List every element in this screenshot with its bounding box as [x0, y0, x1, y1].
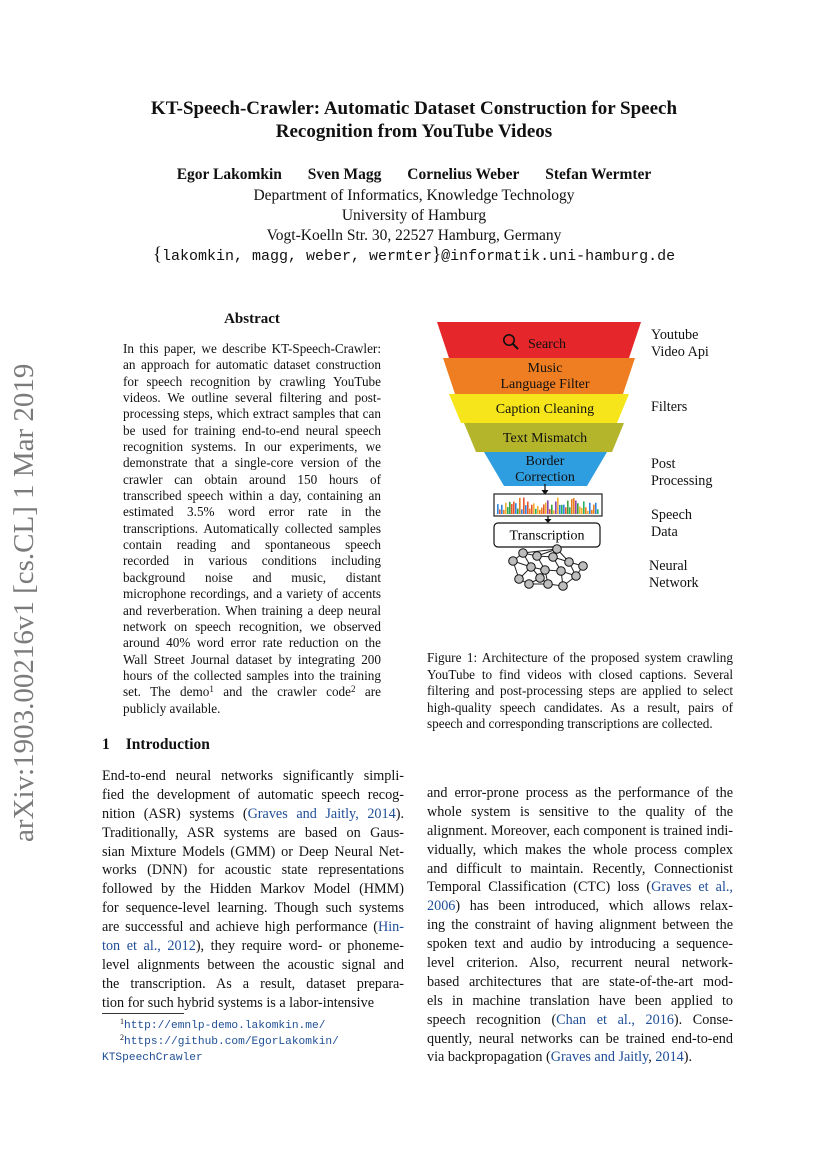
spectrogram-bar	[539, 510, 541, 514]
text-line: ing the constraint of having alignment between the	[427, 917, 733, 934]
spectrogram-bar	[525, 505, 527, 514]
spectrogram-bar	[583, 501, 585, 514]
spectrogram-bar	[567, 501, 569, 514]
stage-label: Search	[527, 337, 567, 352]
author: Sven Magg	[307, 166, 382, 183]
text-line: followed by the Hidden Markov Model (HMM)	[102, 881, 404, 898]
spectrogram-bar	[535, 509, 537, 514]
footnote-marker[interactable]: 2	[351, 684, 356, 695]
text-line: Temporal Classification (CTC) loss (Graves et al.,	[427, 879, 733, 896]
body-column-right	[427, 784, 733, 1067]
stage-label: Correction	[515, 470, 575, 485]
spectrogram-bar	[517, 509, 519, 514]
network-node	[509, 557, 518, 566]
spectrogram-bar	[579, 506, 581, 514]
architecture-figure	[430, 318, 740, 598]
citation-link[interactable]: Graves and Jaitly	[550, 1049, 649, 1066]
spectrogram-bar	[543, 504, 545, 514]
spectrogram-bar	[527, 502, 529, 514]
spectrogram-bar	[555, 501, 557, 514]
text-line: fied the development of automatic speech recog-	[102, 786, 404, 803]
network-node	[579, 562, 588, 571]
spectrogram-bar	[557, 498, 559, 514]
network-node	[559, 582, 568, 591]
text-line: sian Mixture Models (GMM) or Deep Neural Net-	[102, 843, 404, 860]
network-node	[541, 566, 550, 575]
spectrogram-bar	[529, 509, 531, 514]
spectrogram-bar	[565, 507, 567, 514]
footnote-link-cont[interactable]: KTSpeechCrawler	[102, 1052, 203, 1064]
text-line: els in machine translation have been applied to	[427, 992, 733, 1009]
network-node	[519, 549, 528, 558]
side-label: Network	[649, 575, 699, 591]
spectrogram-bar	[513, 502, 515, 514]
section-heading: 1 Introduction	[102, 736, 210, 753]
author-list	[0, 166, 828, 184]
footnote-link[interactable]: http://emnlp-demo.lakomkin.me/	[124, 1020, 326, 1032]
spectrogram-bar	[581, 508, 583, 514]
spectrogram-bar	[597, 509, 599, 514]
text-line: and difficult to maintain. Recently, Connectionist	[427, 860, 733, 877]
author: Cornelius Weber	[407, 166, 520, 183]
stage-label: Border	[525, 454, 565, 469]
spectrogram-bar	[521, 509, 523, 514]
text-line: tion for such hybrid systems is a labor-intensive	[102, 994, 374, 1011]
spectrogram-bar	[595, 503, 597, 514]
text-line: speech recognition (Chan et al., 2016). Conse-	[427, 1011, 734, 1028]
transcription-label: Transcription	[509, 528, 585, 544]
body-column-left	[102, 767, 404, 1013]
abstract-text: In this paper, we describe KT-Speech-Crawler: an approach for automatic dataset construction for speech recognition by crawling YouTube videos. We outline several filtering and post-processing steps, which extract samples that can be used for training end-to-end neural speech recognition systems. In our experiments, we demonstrate that a single-core version of the crawler can obtain around 150 hours of transcribed speech within a day, containing an estimated 3.5% word error rate in the transcriptions. Automatically collected samples contain reading and spontaneous speech recorded in various conditions including background noise and music, distant microphone recordings, and a variety of accents and reverberation. When training a deep neural network on speech recognition, we observed around 40% word error rate reduction on the Wall Street Journal dataset by integrating 200 hours of the collected samples into the training set. The demo$^1$ and the crawler code$^2$ are publicly available.	[123, 341, 381, 716]
arxiv-stamp: arXiv:1903.00216v1 [cs.CL] 1 Mar 2019	[8, 363, 40, 842]
citation-link[interactable]: ton et al., 2012	[102, 938, 196, 955]
citation-link[interactable]: Graves and Jaitly, 2014	[247, 805, 396, 822]
text-line: whole system is sensitive to the quality of the	[427, 803, 733, 820]
spectrogram-bar	[575, 501, 577, 514]
network-node	[549, 553, 558, 562]
spectrogram-bar	[569, 507, 571, 514]
text-line: level alignments between the acoustic signal and	[102, 956, 404, 973]
stage-label: Text Mismatch	[502, 431, 588, 446]
spectrogram-bar	[587, 511, 589, 514]
spectrogram-bar	[541, 508, 543, 514]
affiliation-line: Vogt-Koelln Str. 30, 22527 Hamburg, Germany	[266, 227, 562, 244]
spectrogram-bar	[497, 504, 499, 514]
spectrogram-bar	[531, 505, 533, 514]
title-line-2: Recognition from YouTube Videos	[275, 121, 553, 142]
stage-label: Language Filter	[500, 377, 590, 392]
author: Stefan Wermter	[545, 166, 652, 183]
footnote-1: $^1$http://emnlp-demo.lakomkin.me/	[120, 1017, 326, 1032]
title-line-1: KT-Speech-Crawler: Automatic Dataset Construction for Speech	[150, 98, 678, 119]
spectrogram-bar	[585, 507, 587, 514]
network-node	[533, 552, 542, 561]
affiliation-line: Department of Informatics, Knowledge Technology	[253, 187, 575, 204]
down-arrow-icon	[545, 516, 552, 523]
spectrogram-icon	[494, 494, 602, 516]
network-node	[565, 558, 574, 567]
text-line: are successful and achieve high performance (Hin-	[102, 919, 404, 936]
network-node	[544, 580, 553, 589]
spectrogram-bar	[501, 505, 503, 514]
spectrogram-bar	[519, 498, 521, 514]
network-node	[536, 574, 545, 583]
text-line: based architectures that are state-of-the-art mod-	[427, 973, 733, 990]
text-line: vidually, which makes the whole process complex	[427, 841, 733, 858]
footnote-2: $^2$https://github.com/EgorLakomkin/	[120, 1033, 339, 1048]
side-label: Youtube	[651, 327, 699, 343]
footnotes	[102, 1018, 339, 1066]
author: Egor Lakomkin	[176, 166, 282, 183]
side-label: Processing	[651, 473, 713, 489]
spectrogram-bar	[593, 505, 595, 514]
network-node	[515, 575, 524, 584]
citation-link[interactable]: Graves et al.,	[651, 879, 733, 896]
spectrogram-bar	[559, 505, 561, 514]
side-label: Video Api	[651, 344, 709, 360]
stage-label: Music	[527, 361, 563, 376]
spectrogram-bar	[503, 510, 505, 514]
spectrogram-bar	[549, 509, 551, 514]
citation-link[interactable]: Chan et al., 2016	[556, 1011, 674, 1028]
affiliation-line: University of Hamburg	[341, 207, 487, 224]
spectrogram-bar	[577, 503, 579, 514]
spectrogram-bar	[533, 503, 535, 514]
text-line: the transcription. As a result, dataset prepara-	[102, 975, 404, 992]
spectrogram-bar	[573, 498, 575, 514]
author-emails: {lakomkin, magg, weber, wermter}@informatik.uni-hamburg.de	[152, 244, 676, 265]
stage-label: Caption Cleaning	[495, 402, 595, 417]
spectrogram-bar	[499, 509, 501, 514]
text-line: Traditionally, ASR systems are based on Gaus-	[102, 824, 404, 841]
citation-link[interactable]: 2006	[427, 898, 456, 915]
citation-link[interactable]: Hin-	[377, 919, 404, 936]
spectrogram-bar	[551, 505, 553, 514]
spectrogram-bar	[509, 502, 511, 514]
text-line: spoken text and audio by introducing a sequence-	[427, 936, 733, 953]
text-line: ton et al., 2012), they require word- or phoneme-	[102, 938, 404, 955]
text-line: alignment. Moreover, each component is trained indi-	[427, 822, 733, 839]
text-line: via backpropagation (Graves and Jaitly, 2014).	[427, 1049, 693, 1066]
spectrogram-bar	[571, 499, 573, 514]
spectrogram-bar	[561, 505, 563, 514]
spectrogram-bar	[553, 510, 555, 514]
text-line: for sequence-level learning. Though such systems	[102, 900, 404, 917]
footnote-rule	[102, 1013, 184, 1014]
spectrogram-bar	[589, 503, 591, 514]
footnote-marker[interactable]: 1	[209, 684, 214, 695]
spectrogram-bar	[505, 503, 507, 514]
side-label: Speech	[651, 507, 692, 523]
network-node	[525, 580, 534, 589]
abstract-heading: Abstract	[224, 311, 280, 327]
spectrogram-bar	[511, 504, 513, 514]
paper-title	[0, 97, 828, 143]
text-line: End-to-end neural networks significantly simpli-	[102, 768, 404, 784]
spectrogram-bar	[523, 498, 525, 514]
network-node	[557, 567, 566, 576]
network-node	[527, 563, 536, 572]
text-line: quently, neural networks can be trained end-to-end	[427, 1030, 733, 1047]
side-label: Filters	[651, 399, 688, 415]
text-line: 2006) has been introduced, which allows relax-	[427, 898, 733, 915]
spectrogram-bar	[507, 507, 509, 514]
side-label: Neural	[649, 558, 688, 574]
side-label: Data	[651, 524, 678, 540]
footnote-link[interactable]: https://github.com/EgorLakomkin/	[124, 1036, 339, 1048]
text-line: and error-prone process as the performance of the	[427, 785, 733, 801]
spectrogram-bar	[537, 506, 539, 514]
side-label: Post	[651, 456, 676, 472]
spectrogram-bar	[515, 503, 517, 514]
spectrogram-bar	[563, 505, 565, 514]
network-node	[572, 572, 581, 581]
citation-link[interactable]: 2014	[655, 1049, 684, 1066]
neural-network-icon	[509, 545, 588, 591]
figure-caption: Figure 1: Architecture of the proposed system crawling YouTube to find videos with closed captions. Several filtering and post-processing steps are applied to select high-quality speech candidates. As a result, pairs of speech and corresponding transcriptions are collected.	[427, 650, 733, 731]
spectrogram-bar	[547, 500, 549, 514]
text-line: level criterion. Also, recurrent neural network-	[427, 955, 733, 972]
pipeline-funnel	[437, 322, 641, 486]
text-line: works (DNN) for acoustic state representations	[102, 862, 404, 879]
spectrogram-bar	[545, 503, 547, 514]
text-line: nition (ASR) systems (Graves and Jaitly, 2014).	[102, 805, 404, 822]
spectrogram-bar	[591, 510, 593, 514]
network-node	[553, 545, 562, 554]
